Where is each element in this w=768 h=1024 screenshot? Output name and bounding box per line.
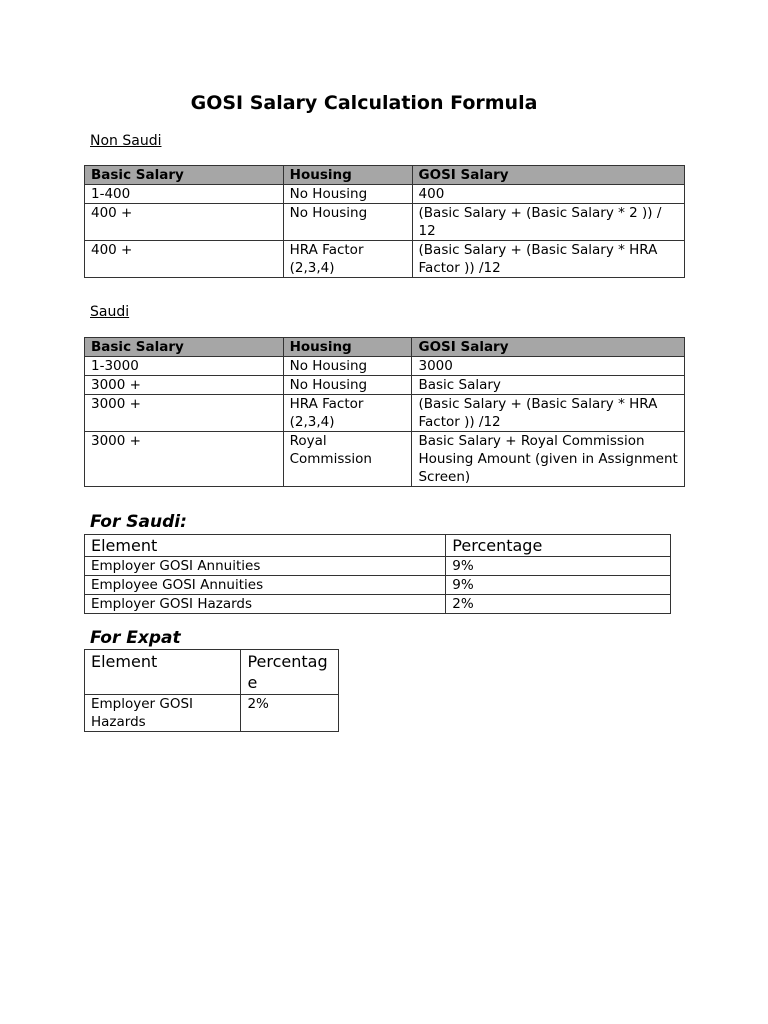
table-row [85,204,685,241]
non-saudi-heading: Non Saudi [90,133,162,149]
table-cell: (Basic Salary + (Basic Salary * 2 )) / 12 [412,204,684,241]
table-cell: (Basic Salary + (Basic Salary * HRA Factor )) /12 [412,241,684,278]
table-row [85,185,685,204]
saudi-heading: Saudi [90,304,130,320]
column-header: Housing [283,166,412,185]
table-cell: 3000 + [85,432,284,487]
table-cell: HRA Factor (2,3,4) [283,241,412,278]
page-title: GOSI Salary Calculation Formula [190,92,538,114]
table-cell: No Housing [283,185,412,204]
column-header: Percentage [241,650,339,695]
table-row [85,432,685,487]
table-cell: 400 + [85,204,284,241]
table-cell: No Housing [283,376,412,395]
table-row [85,576,671,595]
table-cell: 1-400 [85,185,284,204]
table-cell: No Housing [283,357,412,376]
column-header: GOSI Salary [412,338,685,357]
column-header: Element [85,650,241,695]
table-cell: 2% [241,695,339,732]
table-cell: 400 [412,185,684,204]
table-row [85,357,685,376]
table-cell: Employer GOSI Hazards [85,595,446,614]
table-cell: 3000 [412,357,685,376]
column-header: Element [85,535,446,557]
table-row [85,595,671,614]
column-header: Housing [283,338,412,357]
table-header-row [85,166,685,185]
for-expat-table [84,649,339,732]
non-saudi-table [84,165,685,278]
for-expat-heading: For Expat [90,628,181,648]
table-cell: 1-3000 [85,357,284,376]
table-cell: 3000 + [85,395,284,432]
table-cell: Employer GOSI Annuities [85,557,446,576]
table-row [85,241,685,278]
table-cell: Basic Salary [412,376,685,395]
table-cell: HRA Factor (2,3,4) [283,395,412,432]
table-row [85,376,685,395]
table-cell: Royal Commission [283,432,412,487]
table-cell: No Housing [283,204,412,241]
table-cell: 400 + [85,241,284,278]
saudi-table [84,337,685,487]
column-header: GOSI Salary [412,166,684,185]
table-cell: 9% [446,576,671,595]
column-header: Basic Salary [85,338,284,357]
column-header: Percentage [446,535,671,557]
table-header-row [85,650,339,695]
column-header: Basic Salary [85,166,284,185]
table-cell: 9% [446,557,671,576]
table-row [85,557,671,576]
table-row [85,395,685,432]
table-header-row [85,535,671,557]
table-cell: (Basic Salary + (Basic Salary * HRA Factor )) /12 [412,395,685,432]
table-cell: Employee GOSI Annuities [85,576,446,595]
table-header-row [85,338,685,357]
for-saudi-table [84,534,671,614]
table-cell: Employer GOSI Hazards [85,695,241,732]
table-cell: 2% [446,595,671,614]
for-saudi-heading: For Saudi: [90,512,187,532]
table-cell: Basic Salary + Royal Commission Housing Amount (given in Assignment Screen) [412,432,685,487]
table-cell: 3000 + [85,376,284,395]
table-row [85,695,339,732]
